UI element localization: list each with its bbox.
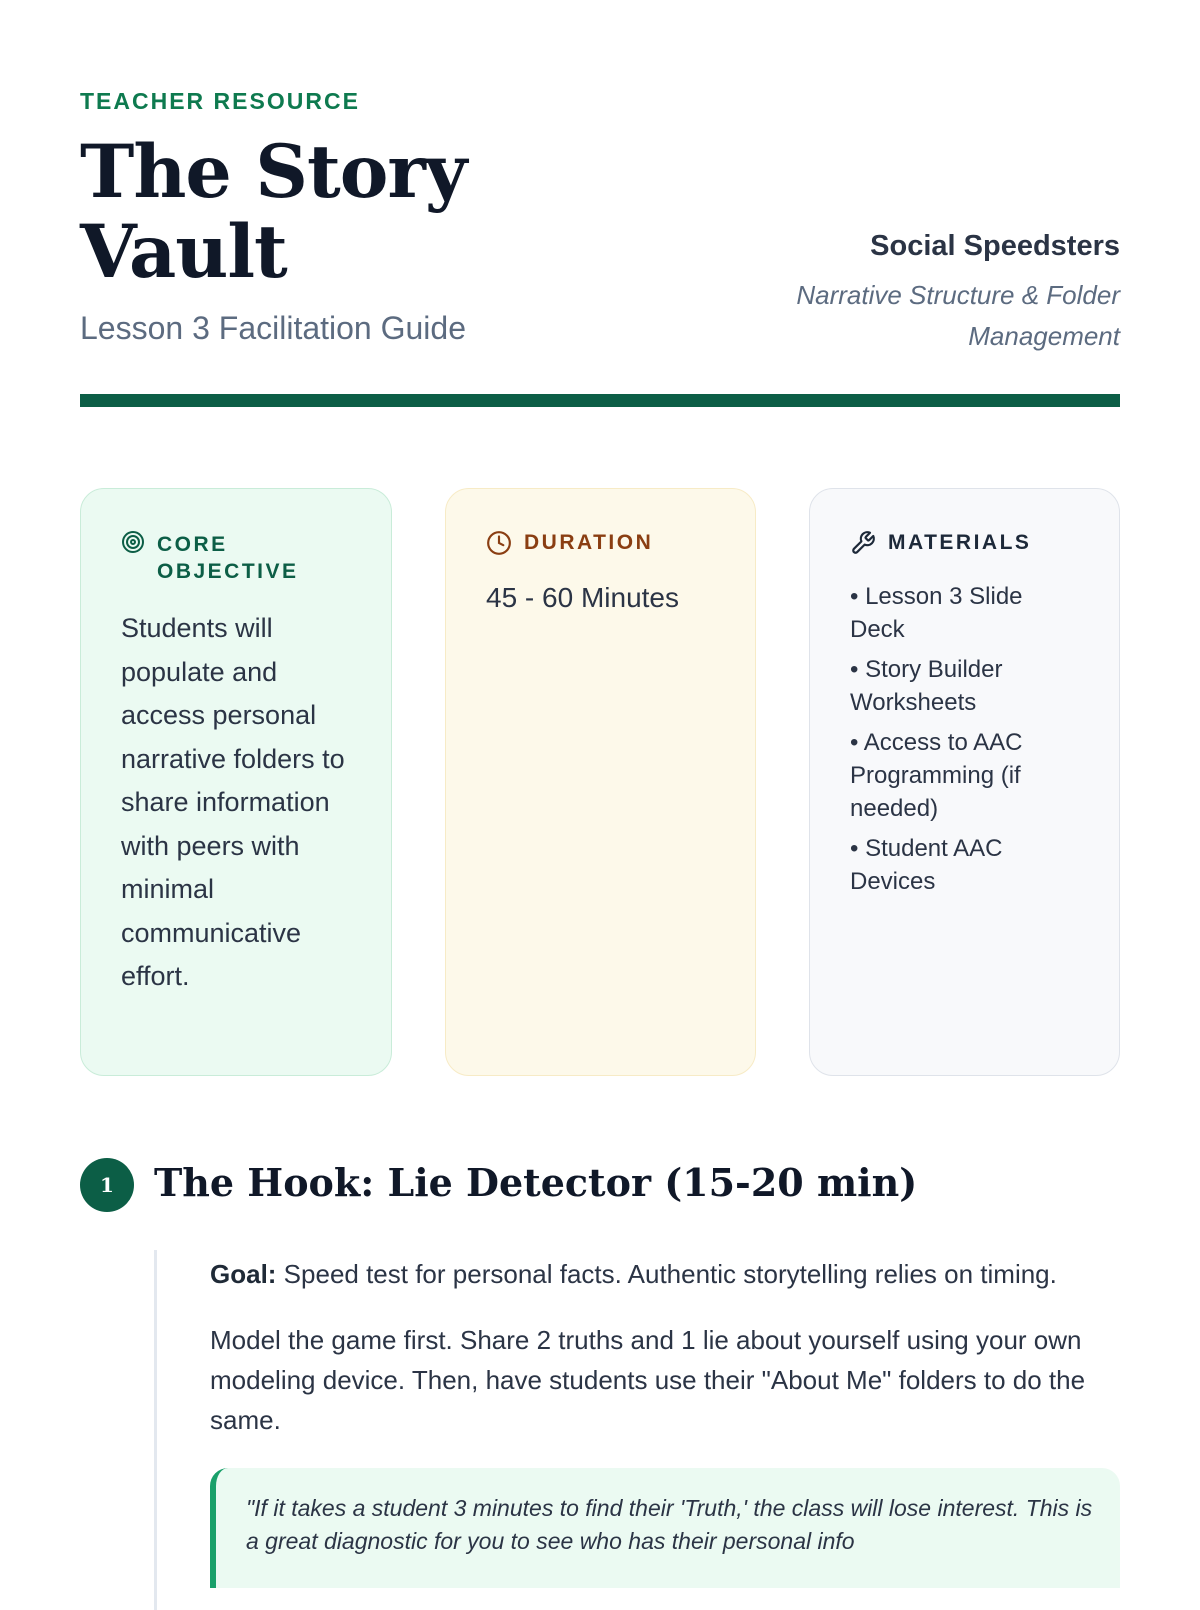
list-item: • Access to AAC Programming (if needed) [850,729,1023,822]
core-objective-label: CORE OBJECTIVE [157,533,299,583]
materials-list [850,580,1079,898]
materials-label: MATERIALS [888,531,1032,554]
materials-card [809,488,1120,1076]
section-body [154,1250,1120,1610]
goal-paragraph [210,1254,1120,1294]
instruction-paragraph: Model the game first. Share 2 truths and 1 lie about yourself using your own modeling device. Then, have students use their "About Me" folders to do the same. [210,1325,1086,1435]
goal-label: Goal: [210,1259,277,1289]
step-number-badge: 1 [80,1158,134,1212]
target-icon [121,530,145,554]
wrench-icon [850,530,876,556]
goal-text: Speed test for personal facts. Authentic storytelling relies on timing. [276,1259,1057,1289]
core-objective-header [121,529,351,585]
course-info [700,230,1120,357]
course-topic: Narrative Structure & Folder Management [796,280,1120,351]
duration-card [445,488,756,1076]
core-objective-card [80,488,392,1076]
duration-value: 45 - 60 Minutes [486,582,679,613]
list-item: • Story Builder Worksheets [850,656,1003,716]
page-title: The Story Vault [80,129,467,295]
duration-header [486,529,715,556]
course-name: Social Speedsters [870,230,1120,262]
tip-quote: "If it takes a student 3 minutes to find their 'Truth,' the class will lose interest. This is a great diagnostic for you to see who has their personal info [210,1468,1120,1588]
list-item: • Lesson 3 Slide Deck [850,583,1023,643]
page-subtitle: Lesson 3 Facilitation Guide [80,310,466,346]
core-objective-text: Students will populate and access personal narrative folders to share information with peers with minimal communicative effort. [121,613,345,991]
duration-label: DURATION [524,531,654,554]
list-item: • Student AAC Devices [850,835,1003,895]
header-divider [80,394,1120,407]
eyebrow-label: TEACHER RESOURCE [80,88,360,114]
section-title: The Hook: Lie Detector (15-20 min) [154,1160,918,1205]
clock-icon [486,530,512,556]
materials-header [850,529,1079,556]
